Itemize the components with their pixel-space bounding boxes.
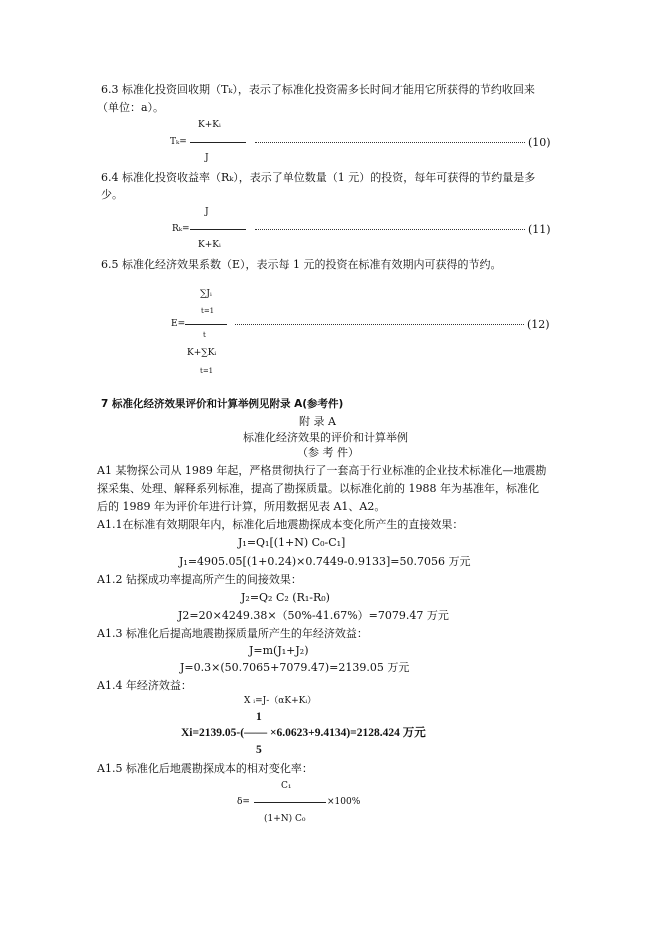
eq11-lhs: Rₖ= [172, 224, 190, 234]
appendix-para1-line3: 后的 1989 年为评价年进行计算，所用数据见表 A1、A2。 [97, 500, 386, 513]
a1-5-lhs: δ= [237, 797, 250, 807]
eq11-number: (11) [528, 223, 551, 236]
eq11-fraction-bar [190, 229, 246, 230]
section-7-heading: 7 标准化经济效果评价和计算举例见附录 A(参考件) [101, 398, 344, 410]
eq10-numerator: K+Kᵢ [198, 120, 221, 130]
a1-4-denominator: 5 [256, 744, 262, 756]
a1-5-tail: ×100% [327, 797, 361, 807]
a1-4-numerator: 1 [256, 711, 262, 723]
eq12-denominator-index: t=1 [200, 367, 214, 375]
a1-2-result: J2=20×4249.38×（50%-41.67%）=7079.47 万元 [178, 609, 449, 622]
a1-4-text: A1.4 年经济效益： [97, 679, 192, 692]
a1-3-formula: J=m(J₁+J₂) [249, 644, 309, 657]
eq10-fraction-bar [190, 142, 246, 143]
eq10-lhs: Tₖ= [170, 137, 187, 147]
eq10-leader-dots [255, 142, 525, 143]
a1-5-fraction-bar [254, 802, 326, 803]
a1-1-text: A1.1在标准有效期限年内，标准化后地震勘探成本变化所产生的直接效果： [97, 518, 464, 531]
section-6-3-line2: （单位：a）。 [97, 101, 165, 114]
a1-1-formula: J₁=Q₁[(1+N) C₀-C₁] [238, 536, 346, 549]
appendix-para1-line2: 探采集、处理、解释系列标准，提高了勘探质量。以标准化前的 1988 年为基准年，标准化 [97, 482, 539, 495]
eq12-number: (12) [527, 318, 550, 331]
eq11-denominator: K+Kᵢ [198, 240, 221, 250]
eq12-fraction-bar [185, 324, 227, 325]
eq12-denominator: K+∑Kᵢ [187, 348, 217, 358]
appendix-para1-line1: A1 某物探公司从 1989 年起，严格贯彻执行了一套高于行业标准的企业技术标准化—地震勘 [97, 464, 547, 477]
a1-5-numerator: C₁ [281, 781, 292, 791]
a1-2-text: A1.2 钻探成功率提高所产生的间接效果： [97, 573, 302, 586]
a1-5-text: A1.5 标准化后地震勘探成本的相对变化率： [97, 762, 313, 775]
a1-4-result: Xi=2139.05-(—— ×6.0623+9.4134)=2128.424 万元 [181, 727, 426, 739]
appendix-title: 附 录 A [299, 415, 336, 428]
a1-3-result: J=0.3×(50.7065+7079.47)=2139.05 万元 [180, 661, 410, 674]
section-6-4-line1: 6.4 标准化投资收益率（Rₖ），表示了单位数量（1 元）的投资，每年可获得的节约量是多 [101, 171, 536, 184]
appendix-subtitle: 标准化经济效果的评价和计算举例 [243, 431, 408, 444]
a1-4-formula: X ᵢ=J-（αK+Kᵢ） [244, 696, 317, 706]
a1-2-formula: J₂=Q₂ C₂ (R₁-R₀) [241, 591, 330, 604]
eq12-leader-dots [235, 324, 524, 325]
eq10-denominator: J [205, 153, 209, 163]
eq12-numerator-index: t=1 [201, 307, 215, 315]
eq12-index-mark: t [203, 331, 206, 339]
a1-1-result: J₁=4905.05[(1+0.24)×0.7449-0.9133]=50.7056 万元 [179, 555, 471, 568]
section-6-5-line1: 6.5 标准化经济效果系数（E），表示每 1 元的投资在标准有效期内可获得的节约。 [101, 258, 502, 271]
appendix-note: （参 考 件） [297, 446, 359, 459]
eq10-number: (10) [528, 136, 551, 149]
eq12-lhs: E= [171, 319, 186, 329]
eq11-leader-dots [255, 229, 525, 230]
section-6-4-line2: 少。 [101, 188, 123, 201]
eq12-numerator-sum: ∑Jᵢ [200, 289, 212, 299]
a1-5-denominator: (1+N) C₀ [264, 814, 306, 824]
section-6-3-line1: 6.3 标准化投资回收期（Tₖ），表示了标准化投资需多长时间才能用它所获得的节约收回来 [101, 83, 535, 96]
eq11-numerator: J [205, 207, 209, 217]
a1-3-text: A1.3 标准化后提高地震勘探质量所产生的年经济效益： [97, 627, 368, 640]
